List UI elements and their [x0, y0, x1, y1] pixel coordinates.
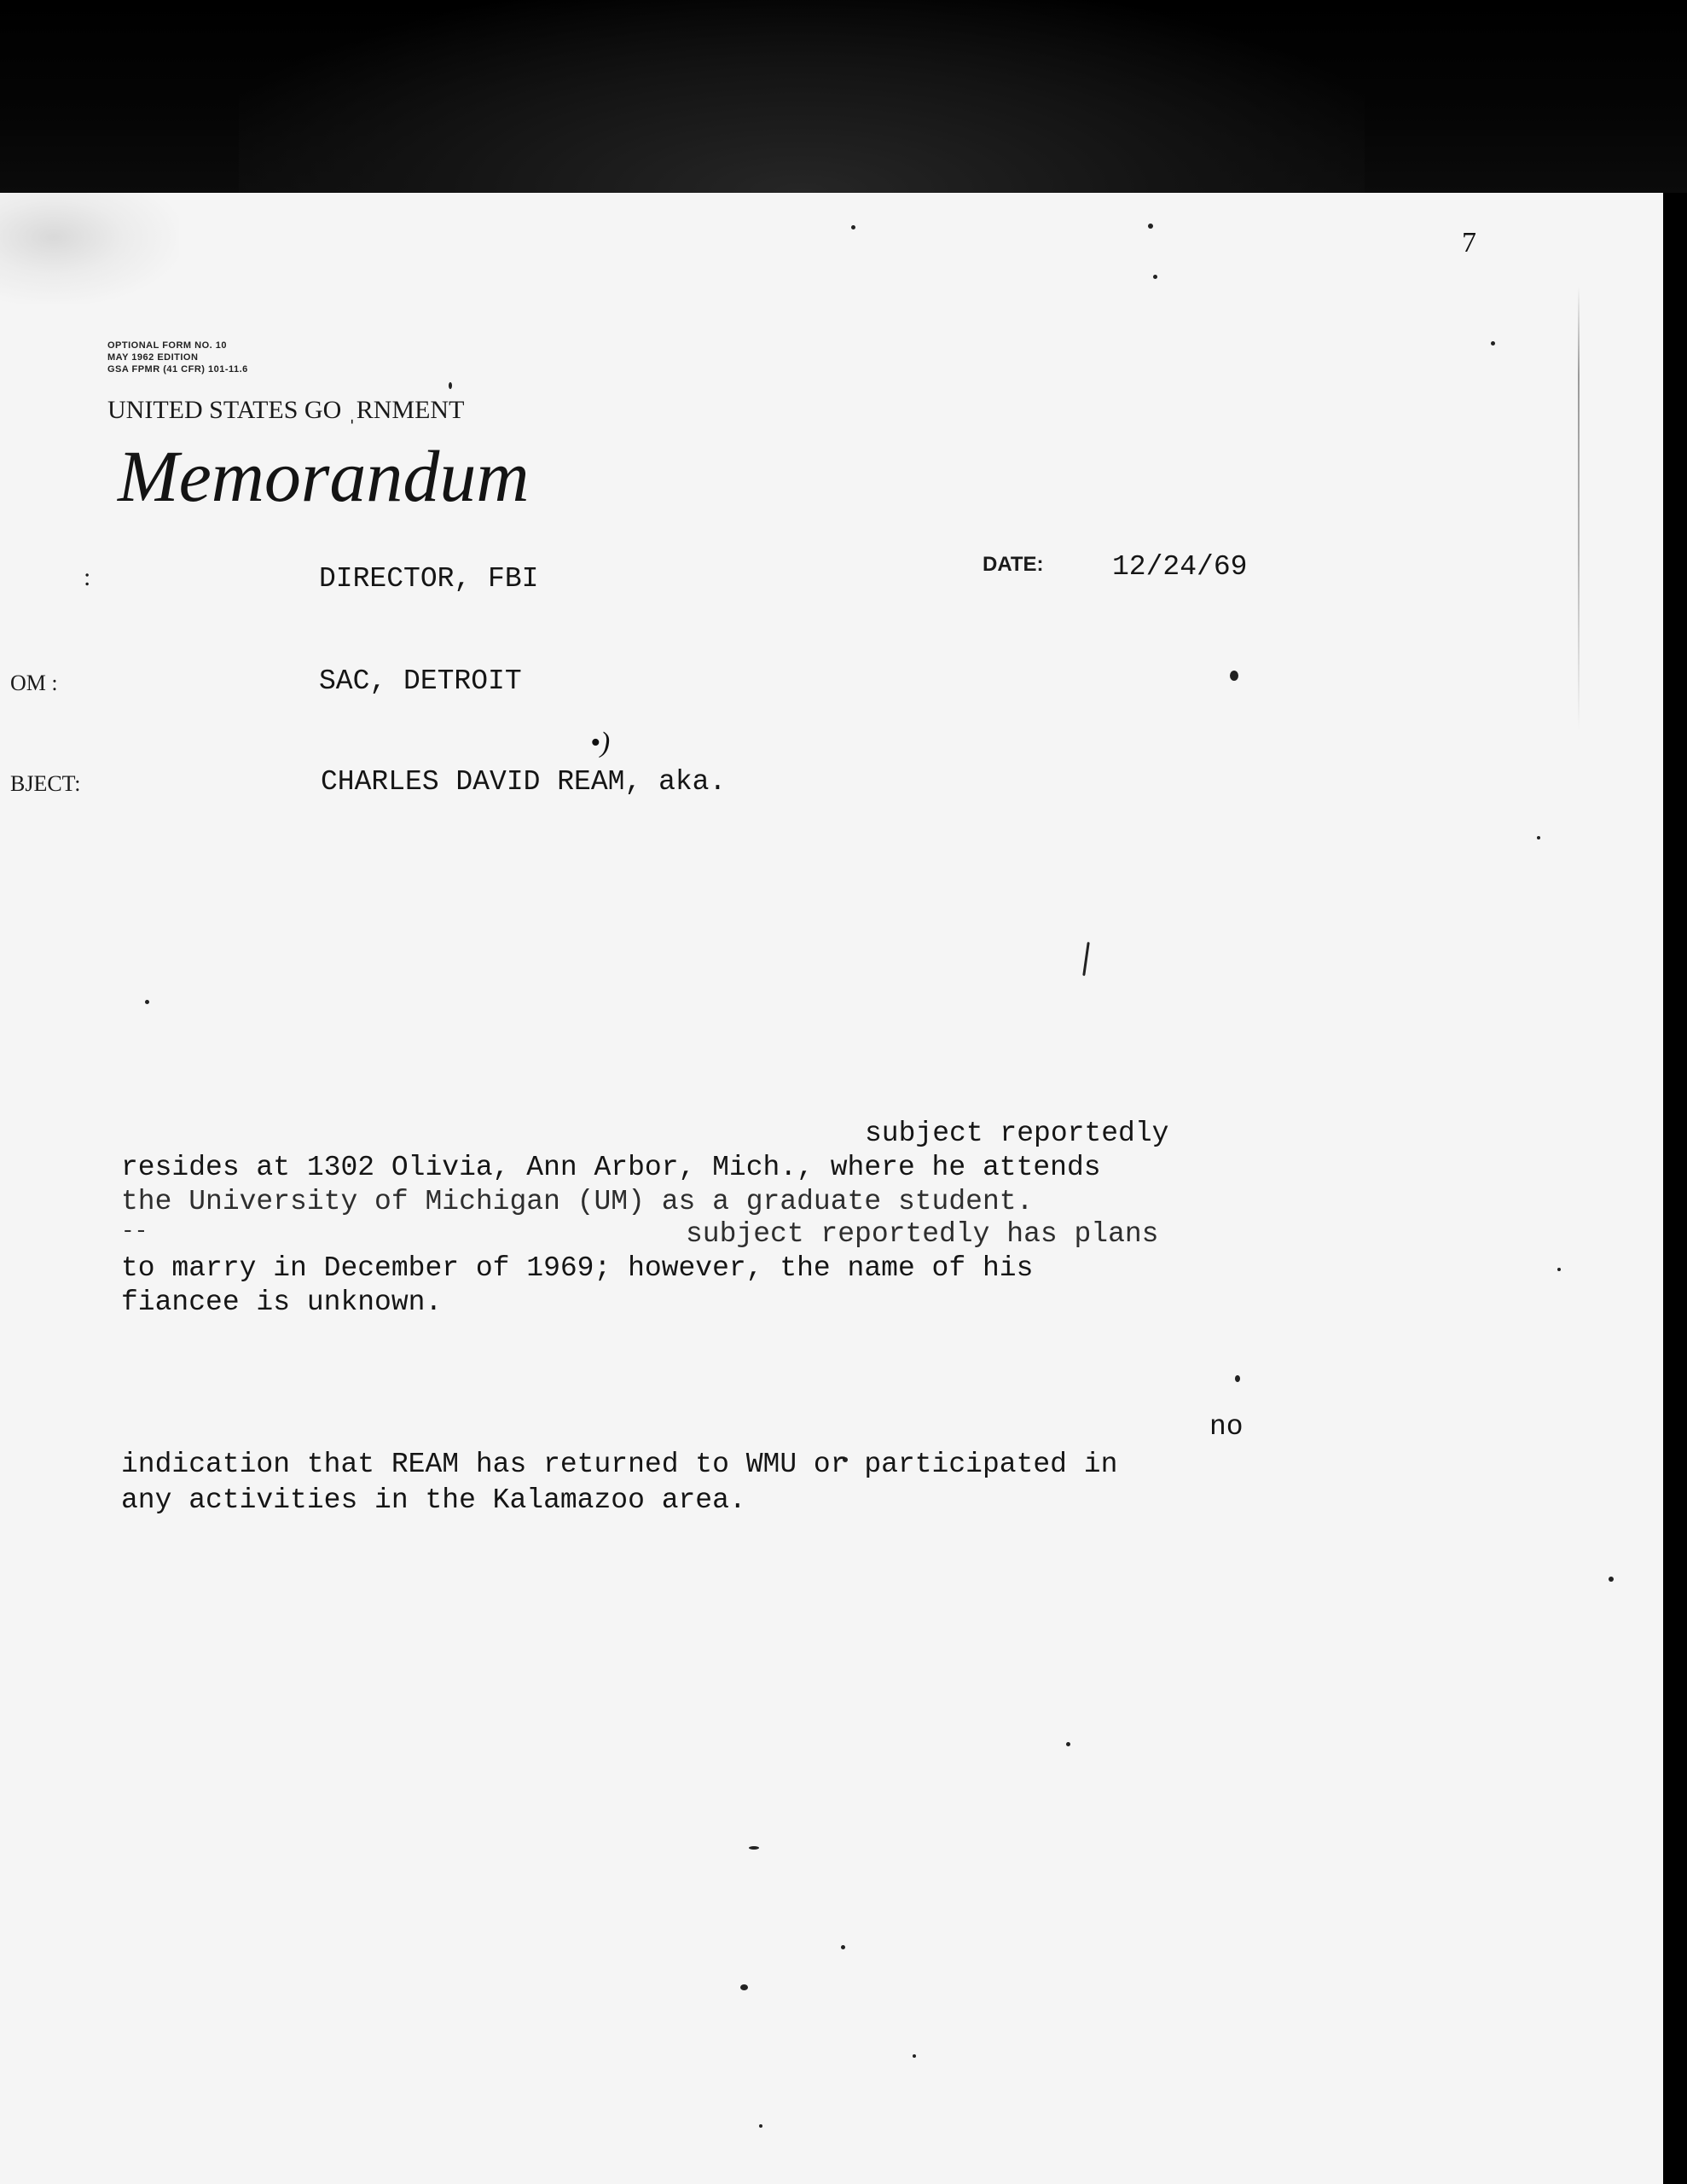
- page-fold-shadow: [0, 193, 179, 304]
- agency-heading: UNITED STATES GO ˌRNMENT: [107, 396, 465, 424]
- to-label: :: [84, 563, 91, 591]
- form-id-line: OPTIONAL FORM NO. 10: [107, 340, 227, 351]
- from-value: SAC, DETROIT: [319, 665, 522, 697]
- body-line: no: [1209, 1411, 1244, 1443]
- scan-speck: [740, 1984, 748, 1990]
- scan-speck: [1230, 671, 1238, 681]
- date-label: DATE:: [983, 553, 1044, 576]
- form-id-line: MAY 1962 EDITION: [107, 352, 199, 363]
- scan-speck: [1235, 1375, 1240, 1382]
- scan-speck: [449, 382, 452, 389]
- scan-speck: [145, 1000, 149, 1004]
- scan-right-margin: [1663, 193, 1687, 2184]
- to-value: DIRECTOR, FBI: [319, 563, 539, 595]
- scan-speck: [759, 2124, 762, 2128]
- body-line: resides at 1302 Olivia, Ann Arbor, Mich., where he attends: [121, 1152, 1101, 1183]
- scan-speck: [1537, 836, 1540, 839]
- subject-label: BJECT:: [10, 771, 81, 796]
- body-line: subject reportedly has plans: [686, 1218, 1159, 1250]
- scan-speck: [749, 1846, 759, 1850]
- form-id-line: GSA FPMR (41 CFR) 101-11.6: [107, 364, 248, 375]
- date-value: 12/24/69: [1112, 551, 1248, 583]
- subject-value: CHARLES DAVID REAM, aka.: [321, 766, 727, 798]
- page-edge-line: [1578, 287, 1580, 730]
- memo-title: Memorandum: [118, 435, 530, 517]
- scan-speck: [851, 225, 855, 229]
- scan-speck: [1491, 341, 1495, 346]
- scanner-shadow: [239, 0, 1365, 193]
- body-line: the University of Michigan (UM) as a graduate student.: [121, 1186, 1034, 1217]
- scan-speck: [1066, 1742, 1070, 1746]
- body-line: to marry in December of 1969; however, the name of his: [121, 1252, 1034, 1284]
- body-line: any activities in the Kalamazoo area.: [121, 1484, 746, 1516]
- scan-speck: [1557, 1268, 1561, 1271]
- body-line: indication that REAM has returned to WMU or participated in: [121, 1449, 1118, 1480]
- from-label: OM :: [10, 671, 58, 695]
- scan-speck: [841, 1945, 845, 1949]
- body-line: --: [121, 1218, 148, 1244]
- scan-speck: [1153, 275, 1157, 279]
- scan-speck: [1609, 1577, 1614, 1582]
- scan-speck: [913, 2054, 916, 2058]
- form-identification: [107, 340, 248, 375]
- scan-speck: [1148, 224, 1153, 229]
- scan-top-margin: [0, 0, 1687, 193]
- body-line: subject reportedly: [865, 1118, 1169, 1149]
- handwritten-mark: •): [590, 727, 611, 758]
- corner-mark: 7: [1462, 227, 1476, 258]
- body-line: fiancee is unknown.: [121, 1287, 443, 1318]
